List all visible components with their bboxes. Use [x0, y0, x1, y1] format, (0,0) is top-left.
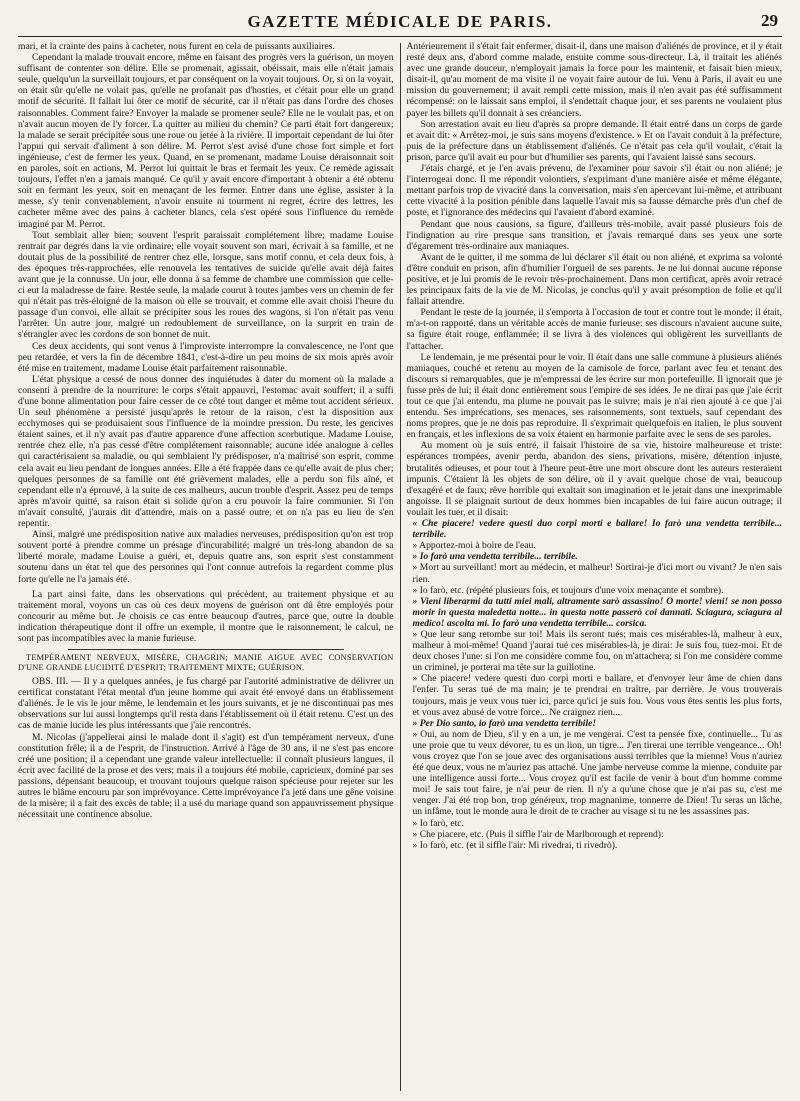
paragraph: J'étais chargé, et je l'en avais prévenu, de l'examiner pour savoir s'il était ou non aliéné; je l'interrogeai donc. Il me répondit volontiers, s'exprimant d'une manière aisée et même élégante, mettant parfois trop de vivacité dans la conversation, mais s'en apercevant lui-même, et attribuant cette vivacité à la position pénible dans laquelle l'avait mis sa fausse démarche près d'un chef de poste, et l'ignorance des médecins qui l'avaient d'abord examiné. [406, 163, 782, 219]
paragraph: OBS. III. — Il y a quelques années, je fus chargé par l'autorité administrative de délivrer un certificat constatant l'état mental d'un jeune homme qui avait été envoyé dans un établissement d'aliénés. Je le vis le jour même, le lendemain et les jours suivants, et je ne discontinuai pas mes observations sur lui aussi longtemps qu'il resta dans l'établissement où il était retenu. C'est un des cas de manie lucide les plus intéressants que j'aie rencontrés. [18, 676, 394, 732]
paragraph: Le lendemain, je me présentai pour le voir. Il était dans une salle commune à plusieurs aliénés maniaques, couché et retenu au moyen de la camisole de force, parlant avec feu et tenant des discours si remarquables, que je m'empressai de les écrire sur mon portefeuille. Il ignorait que je fusse près de lui; il était donc entièrement sous l'empire de ses idées. Je ne dirai pas que j'aie écrit tout ce que j'ai entendu, ma plume ne pouvait pas le suivre; mais je n'ai rien ajouté à ce que j'ai entendu. Ses imprécations, ses menaces, ses raisonnements, sont textuels, sauf cependant des noms propres, que je ne dois pas reproduire. Il s'exprimait quelquefois en italien, le plus souvent en français, et les inflexions de sa voix étaient en harmonie parfaite avec le sens de ses paroles. [406, 351, 782, 441]
text-columns [18, 41, 782, 1093]
page-number: 29 [761, 11, 778, 30]
paragraph: Son arrestation avait eu lieu d'après sa propre demande. Il était entré dans un corps de garde et avait dit: « Arrêtez-moi, je suis sans moyens d'existence. » Et on l'avait conduit à la préfecture, puis de la préfecture dans un établissement d'aliénés. Ce n'était pas cela qu'il voulait, c'était la prison, parce qu'il avait eu pour but d'humilier ses parents, qui l'avaient laissé sans secours. [406, 118, 782, 163]
paragraph: Antérieurement il s'était fait enfermer, disait-il, dans une maison d'aliénés de province, et il y était resté deux ans, d'abord comme malade, ensuite comme sous-directeur. Là, il traitait les aliénés avec une grande douceur, n'employait jamais la force pour les maintenir, et faisait bien mieux, disait-il, qu'au moment de ma visite il ne voyait faire autour de lui. Venu à Paris, il avait eu une mission du gouvernement; il avait rempli cette mission, mais il n'en avait pas été suffisamment récompensé: on le laissait sans emploi, il s'endettait chaque jour, et ses parents ne voulaient plus payer les billets qu'il donnait à ses créanciers. [406, 41, 782, 119]
quoted-speech: » Oui, au nom de Dieu, s'il y en a un, je me vengerai. C'est ta pensée fixe, continuelle... Tu as une proie que tu veux dévorer, tu es un lion, un tigre... J'en tirerai une terrible vengeance... Oh! vous croyez que l'on se joue avec des organisations aussi terribles que la mienne! Vous n'auriez été que deux, vous ne m'auriez pas attaché. Une jambe nerveuse comme la mienne, conduite par une intelligence aussi forte... Vous croyez qu'il est facile de venir à bout d'un homme comme moi! Je sais tout faire, je n'ai peur de rien. Il n'y a qu'une chose que je n'ai pas su, c'est me venger. J'ai été trop bon, trop généreux, trop magnanime, tonnerre de Dieu! Tu seras un lâche, un infâme, tout le monde aura le droit de te cracher au visage si tu ne les assassines pas. [412, 728, 782, 818]
quoted-speech: » Vieni liberarmi da tutti miei mali, altramente sarò assassino! O morte! vieni! se non posso morir in questa maledetta notte... in questa notte passerò coi dannati. Sciagura, sciagura al medico! ascolta mi. Io farò una vendetta terribile... corsica. [412, 595, 782, 629]
paragraph: Ces deux accidents, qui sont venus à l'improviste interrompre la convalescence, ne l'ont que peu retardée, et vers la fin de décembre 1841, c'est-à-dire un peu moins de six mois après avoir été mise en traitement, madame Louise était parfaitement raisonnable. [18, 340, 394, 374]
quoted-speech: » Che piacere, etc. (Puis il siffle l'air de Marlborough et reprend): [412, 828, 664, 840]
paragraph: Au moment où je suis entré, il faisait l'histoire de sa vie, histoire malheureuse et triste: espérances trompées, avenir perdu, abandon des siens, privations, misère, détention injuste, brutalités odieuses, et pour tout à l'heure peut-être une mort obscure dont les auteurs resteraient impunis. C'étaient là les objets de son délire, où il y avait quelque chose de vrai, beaucoup d'exagéré et de faux; rêve horrible qui exaltait son imagination et le jetait dans une inexprimable angoisse. Il se plaignait surtout de deux hommes bien incapables de lui faire aucun outrage; il voulait les tuer, et il disait: [406, 440, 782, 518]
section-heading: TEMPÉRAMENT NERVEUX, MISÈRE, CHAGRIN; MANIE AIGUE AVEC CONSERVATION D'UNE GRANDE LUCIDITÉ D'ESPRIT; TRAITEMENT MIXTE; GUÉRISON. [18, 653, 394, 673]
quoted-speech: » Io farò, etc. (et il siffle l'air: Mi rivedrai, ti rivedrò). [412, 839, 618, 851]
quoted-speech: » Mort au surveillant! mort au médecin, et malheur! Sortirai-je d'ici mort ou vivant? Je n'en sais rien. [412, 562, 782, 585]
quoted-speech: » Per Dio santo, io farò una vendetta terribile! [412, 717, 597, 729]
quoted-speech: » Io farò, etc. (répété plusieurs fois, et toujours d'une voix menaçante et sombre). [412, 584, 724, 596]
quoted-speech: » Io farò, etc. [412, 817, 464, 829]
quoted-speech: » Io farò una vendetta terribile... terribile. [412, 551, 578, 563]
paragraph: L'état physique a cessé de nous donner des inquiétudes à dater du moment où la malade a consenti à prendre de la nourriture: le corps s'était appauvri, l'estomac avait souffert; il a suffi d'une bonne alimentation pour faire cesser de ce côté tout danger et même tout accident sérieux. Un seul phénomène a persisté jusqu'après le retour de la raison, c'est la disposition aux ecchymoses qui se produisaient sous l'influence de la moindre pression. Du reste, les gencives étaient saines, et il n'y avait pas d'autre apparence d'une affection scorbutique. Madame Louise, rentrée chez elle, n'a pas cessé d'être complétement raisonnable; aucune idée analogue à celles qui caractérisaient sa maladie, ou qui semblaient l'y prédisposer, n'a maîtrisé son esprit, comme cela avait eu lieu pendant de longues années. Elle a été frappée dans ce qu'elle avait de plus cher; quelques personnes de sa famille ont été grièvement malades, elle a perdu son fils aîné, et cependant elle n'a éprouvé, à la suite de ces malheurs, aucun trouble d'esprit. Assez peu de temps après m'avoir quitté, sa raison était si solide qu'on a cru pouvoir la faire communier. Si l'on m'avait consulté, j'aurais dit d'attendre, mais on a passé outre, et on n'a pas eu lieu de s'en repentir. [18, 373, 394, 530]
paragraph: M. Nicolas (j'appellerai ainsi le malade dont il s'agit) est d'un tempérament nerveux, d'une constitution frêle; il a de l'esprit, de l'instruction. Arrivé à l'âge de 30 ans, il ne s'est pas encore créé une position; il a cependant une grande valeur intellectuelle: il connaît plusieurs langues, il écrit avec facilité de la prose et des vers; mais il a toujours été mobile, capricieux, dominé par ses passions, dépensant beaucoup, et trouvant toujours quelque raison spécieuse pour rejeter sur les autres le blâme encouru par son imprévoyance. Cette imprévoyance l'a jeté dans une gêne voisine de la misère; il a fait des excès de table; il a usé du mariage quand son appauvrissement physique nécessitait une continence absolue. [18, 731, 394, 821]
right-column [401, 41, 783, 1093]
quoted-speech: » Che piacere! vedere questi duo corpi morti e ballare, et d'envoyer leur âme de chien dans l'enfer. Tu seras tué de ma main; je te prendrai en traître, par derrière. Je vous trouverais toujours, mais je veux vous tuer ici, parce qu'ici je suis fou. Vous vous êtes sentis les plus forts, et vous avez abusé de votre force... Ne craignez rien... [412, 673, 782, 718]
page-header [18, 10, 782, 37]
quoted-speech: » Apportez-moi à boire de l'eau. [412, 540, 536, 552]
running-title: GAZETTE MÉDICALE DE PARIS. [247, 12, 553, 31]
section-rule [68, 649, 344, 650]
paragraph: Ainsi, malgré une prédisposition native aux maladies nerveuses, prédisposition qu'on est trop souvent porté à prendre comme un présage d'incurabilité; malgré un très-long abandon de sa liberté morale, madame Louise a guéri, et, depuis quatre ans, son esprit s'est constamment soutenu dans un état tel que des personnes qui l'ont connue autrefois la regardent comme plus forte qu'elle ne l'a jamais été. [18, 529, 394, 585]
paragraph: Cependant la malade trouvait encore, même en faisant des progrès vers la guérison, un moyen suffisant de contenter son délire. Elle se promenait, agissait, obéissait, mais elle n'était jamais seule, quelqu'un la surveillait toujours, et par conséquent on la voyait toujours. Or, si on la voyait, on était sûr qu'elle ne volait pas, qu'elle ne profanait pas d'hosties, et c'était pour elle un grand motif de sécurité. Il fallait lui ôter ce motif de sécurité, car il n'était pas dans l'ordre des choses raisonnables. Comment faire? Envoyer la malade se promener seule? Elle ne le voulait pas, et on n'avait aucun moyen de l'y forcer. La quitter au milieu du chemin? Ce parti était fort dangereux; la malade se serait précipitée sous une roue ou jetée à la rivière. Il importait cependant de lui ôter l'appui qui servait d'aliment à son délire. M. Perrot s'est avisé d'une chose fort simple et fort ingénieuse, c'est de fermer les yeux. Quand, en se promenant, madame Louise déraisonnait soit en paroles, soit en actions, M. Perrot lui quittait le bras et fermait les yeux. Ce remède agissait toujours, l'effet n'en a jamais manqué. Ce qu'il y avait encore d'important à obtenir a été obtenu soit en fermant les yeux, soit en menaçant de les fermer. Entrer dans une église, assister à la messe, s'y tenir convenablement, n'avoir ensuite ni tourment ni regret, écrire des lettres, les cacheter même avec des pains à cacheter blancs, cela s'est opéré sous l'influence du remède imaginé par M. Perrot. [18, 52, 394, 230]
paragraph: mari, et la crainte des pains à cacheter, nous furent en cela de puissants auxiliaires. [18, 41, 335, 52]
quoted-speech: « Che piacere! vedere questi duo corpi morti e ballare! Io farò una vendetta terribile... terribile. [412, 518, 782, 541]
quoted-speech: » Que leur sang retombe sur toi! Mais ils seront tués; mais ces misérables-là, malheur à eux, malheur à moi-même! Quand j'aurai tué ces misérables-là, je dirai: Je suis fou, tuez-moi. Et de deux choses l'une: si l'on me considère comme fou, on m'attachera; si l'on me considère comme un criminel, je porterai ma tête sur la guillotine. [412, 628, 782, 674]
paragraph: Avant de le quitter, il me somma de lui déclarer s'il était ou non aliéné, et exprima sa volonté d'être conduit en prison, afin d'humilier l'orgueil de ses parents. Je ne lui donnai aucune réponse positive, et je lui promis de le revoir très-prochainement. Dans mon certificat, après avoir retracé les principaux faits de la vie de M. Nicolas, je conclus qu'il y avait présomption de folie et qu'il fallait attendre. [406, 251, 782, 308]
paragraph: Pendant que nous causions, sa figure, d'ailleurs très-mobile, avait passé plusieurs fois de l'indignation au rire presque sans transition, et j'avais remarqué dans ses yeux une sorte d'égarement très-ordinaire aux maniaques. [406, 218, 782, 252]
paragraph: Pendant le reste de la journée, il s'emporta à l'occasion de tout et contre tout le monde; il était, m'a-t-on rapporté, dans un véritable accès de manie furieuse: ses discours n'avaient aucune suite, sa figure était rouge, enflammée; il se livra à des violences qui obligèrent les surveillants de l'attacher. [406, 307, 782, 352]
paragraph: Tout semblait aller bien; souvent l'esprit paraissait complétement libre; madame Louise rentrait par degrés dans la vie ordinaire; elle voyait souvent son mari, écrivait à sa famille, et ne doutait plus de la possibilité de rentrer chez elle, lorsque, sans motif connu, et cela deux fois, à des époques très-rapprochées, elle renouvela les tentatives de suicide qu'elle avait déjà faites avant que je la connusse. Un jour, elle donna à sa femme de chambre une commission que celle-ci eut la maladresse de faire. Restée seule, la malade courut à toutes jambes vers un chemin de fer qui n'était pas très-éloigné de la maison où elle se trouvait, et comme elle avait choisi l'heure du passage d'un convoi, elle allait se précipiter sous les roues des wagons, si l'on n'était pas venu l'arrêter. Un autre jour, malgré un redoublement de surveillance, on la surprit en train de s'étrangler avec les cordons de son bonnet de nuit. [18, 229, 394, 341]
paragraph: La part ainsi faite, dans les observations qui précèdent, au traitement physique et au traitement moral, voyons un cas où ces deux moyens de guérison ont dû être employés pour concourir au même but. Je choisis ce cas entre beaucoup d'autres, parce que, outre la double indication thérapeutique dont il offre un exemple, il montre que le raisonnement, le calcul, ne sont pas incompatibles avec la manie furieuse. [18, 588, 394, 644]
left-column [18, 41, 400, 1093]
